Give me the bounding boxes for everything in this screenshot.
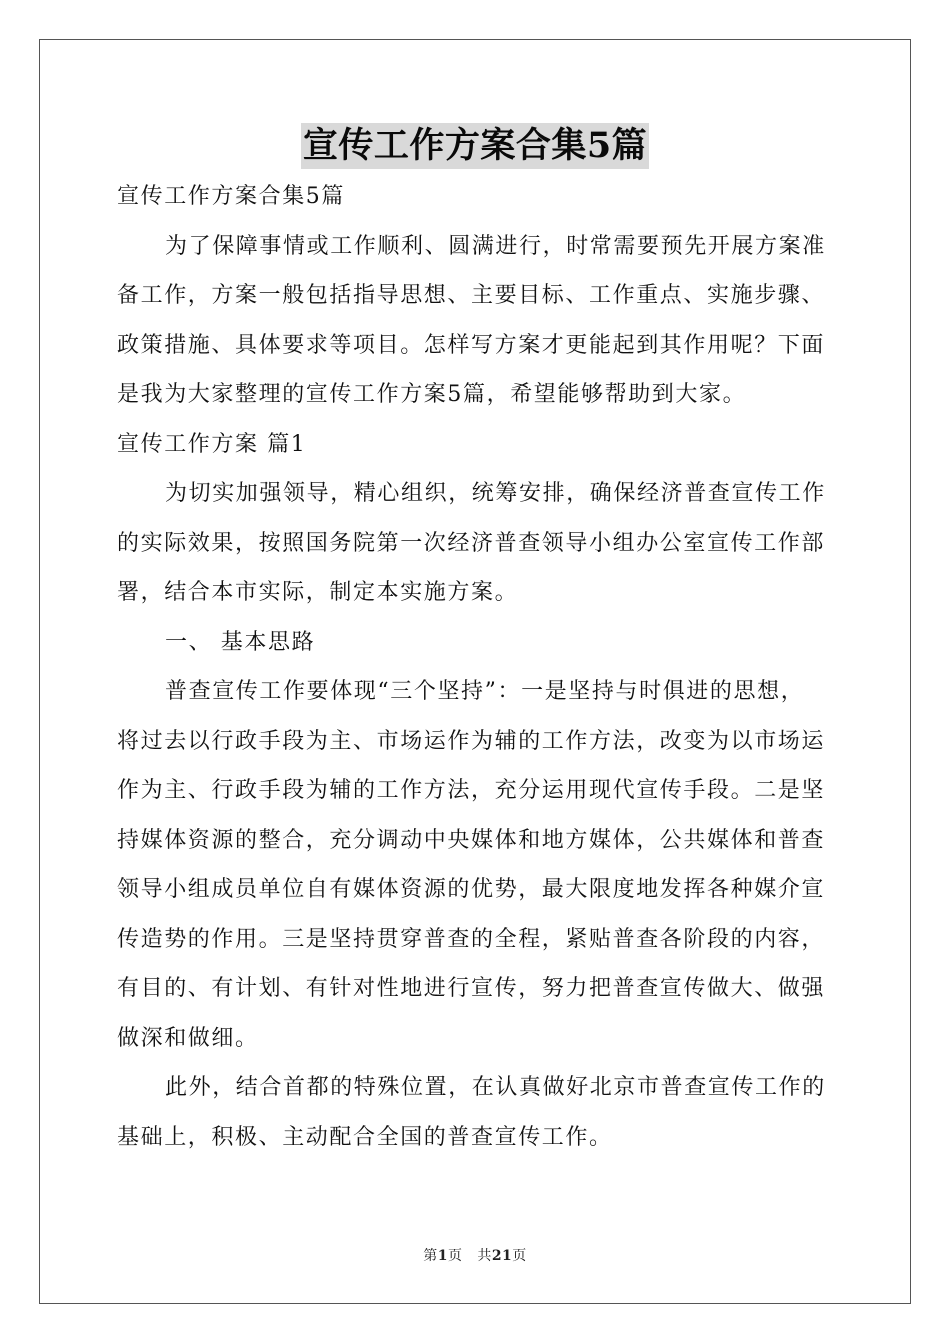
page-number: 1 xyxy=(437,1248,448,1264)
text-line: 领导小组成员单位自有媒体资源的优势，最大限度地发挥各种媒介宣 xyxy=(117,877,826,902)
text-line: 宣传工作方案合集5篇 xyxy=(117,184,345,209)
text-line: 一、 基本思路 xyxy=(165,629,316,655)
title-container xyxy=(0,123,950,169)
text-line: 基础上，积极、主动配合全国的普查宣传工作。 xyxy=(117,1124,613,1150)
text-line: 为切实加强领导，精心组织，统筹安排，确保经济普查宣传工作 xyxy=(165,481,826,506)
text-line: 将过去以行政手段为主、市场运作为辅的工作方法，改变为以市场运 xyxy=(117,728,826,754)
document-body xyxy=(117,172,837,1162)
text-line: 作为主、行政手段为辅的工作方法，充分运用现代宣传手段。二是坚 xyxy=(117,778,826,803)
text-line: 此外，结合首都的特殊位置，在认真做好北京市普查宣传工作的 xyxy=(165,1075,826,1100)
text-line: 宣传工作方案 篇1 xyxy=(117,431,307,457)
text-line: 传造势的作用。三是坚持贯穿普查的全程，紧贴普查各阶段的内容， xyxy=(117,926,826,952)
text-line: 为了保障事情或工作顺利、圆满进行，时常需要预先开展方案准 xyxy=(165,233,826,259)
text-line: 是我为大家整理的宣传工作方案5篇，希望能够帮助到大家。 xyxy=(117,382,747,407)
text-line: 政策措施、具体要求等项目。怎样写方案才更能起到其作用呢？下面 xyxy=(117,332,826,358)
text-line: 有目的、有计划、有针对性地进行宣传，努力把普查宣传做大、做强 xyxy=(117,976,826,1001)
page-footer xyxy=(0,1245,950,1265)
text-line: 做深和做细。 xyxy=(117,1025,259,1051)
total-suffix: 页 xyxy=(512,1248,527,1264)
text-line: 持媒体资源的整合，充分调动中央媒体和地方媒体，公共媒体和普查 xyxy=(117,827,826,853)
total-pages: 21 xyxy=(491,1248,513,1264)
text-line: 普查宣传工作要体现“三个坚持”：一是坚持与时俱进的思想， xyxy=(165,679,805,704)
text-line: 署，结合本市实际，制定本实施方案。 xyxy=(117,580,519,605)
text-line: 的实际效果，按照国务院第一次经济普查领导小组办公室宣传工作部 xyxy=(117,530,826,556)
text-line: 备工作，方案一般包括指导思想、主要目标、工作重点、实施步骤、 xyxy=(117,283,826,308)
document-title: 宣传工作方案合集5篇 xyxy=(301,123,649,169)
page-prefix: 第 xyxy=(423,1248,438,1264)
total-prefix: 共 xyxy=(477,1248,492,1264)
page-suffix: 页 xyxy=(447,1248,463,1264)
